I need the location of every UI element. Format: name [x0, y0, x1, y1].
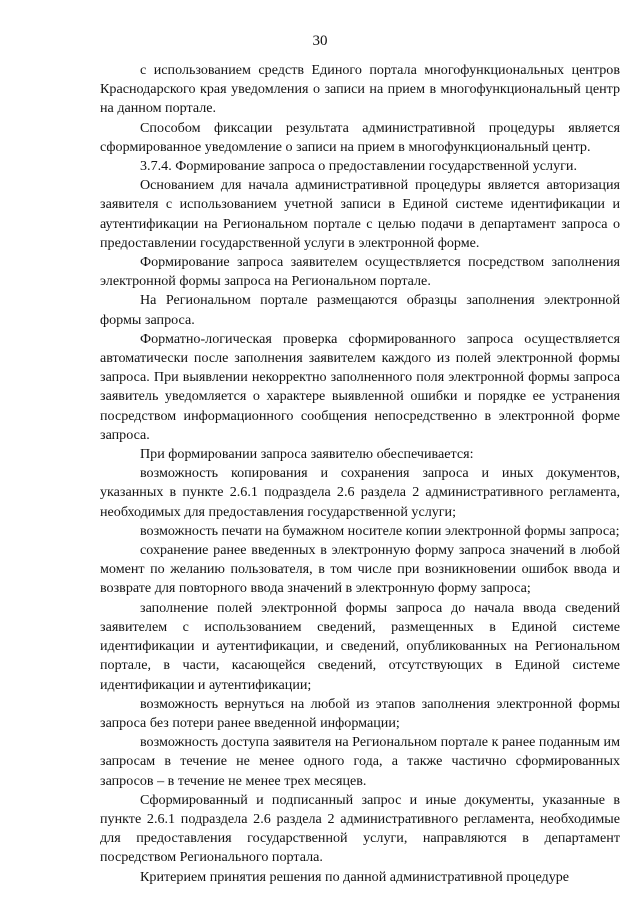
list-item: возможность доступа заявителя на Региональном портале к ранее поданным им запросам в течение не менее одного года, а также частично сформированных запросов – в течение не менее трех месяцев. — [100, 734, 620, 789]
document-body — [100, 61, 620, 887]
paragraph: Критерием принятия решения по данной административной процедуре — [140, 868, 570, 885]
paragraph: Форматно-логическая проверка сформированного запроса осуществляется автоматически после заполнения заявителем каждого из полей электронной формы запроса. При выявлении некорректно заполненного поля электронной формы запроса заявитель уведомляется о характере выявленной ошибки и порядке ее устранения посредством информационного сообщения непосредственно в электронной форме запроса. — [100, 330, 620, 443]
list-item: сохранение ранее введенных в электронную форму запроса значений в любой момент по желанию пользователя, в том числе при возникновении ошибок ввода и возврате для повторного ввода значений в электронную форму запроса; — [100, 542, 620, 597]
list-item: заполнение полей электронной формы запроса до начала ввода сведений заявителем с использованием сведений, размещенных в Единой системе идентификации и аутентификации, и сведений, опубликованных на Региональном портале, в части, касающейся сведений, отсутствующих в Единой системе идентификации и аутентификации; — [100, 599, 620, 693]
list-item: возможность печати на бумажном носителе копии электронной формы запроса; — [140, 522, 620, 539]
paragraph: Способом фиксации результата административной процедуры является сформированное уведомление о записи на прием в многофункциональный центр. — [100, 119, 620, 155]
paragraph: На Региональном портале размещаются образцы заполнения электронной формы запроса. — [100, 292, 620, 328]
section-heading: 3.7.4. Формирование запроса о предоставлении государственной услуги. — [140, 158, 577, 175]
list-item: возможность вернуться на любой из этапов заполнения электронной формы запроса без потери ранее введенной информации; — [100, 695, 620, 731]
list-item: возможность копирования и сохранения запроса и иных документов, указанных в пункте 2.6.1 подраздела 2.6 раздела 2 административного регламента, необходимых для предоставления государственной услуги; — [100, 465, 620, 520]
paragraph: Формирование запроса заявителем осуществляется посредством заполнения электронной формы запроса на Региональном портале. — [100, 254, 620, 290]
paragraph: с использованием средств Единого портала многофункциональных центров Краснодарского края уведомления о записи на прием в многофункциональный центр на данном портале. — [100, 62, 620, 117]
page-number: 30 — [312, 33, 328, 49]
paragraph: При формировании запроса заявителю обеспечивается: — [140, 446, 474, 463]
paragraph: Сформированный и подписанный запрос и иные документы, указанные в пункте 2.6.1 подраздела 2.6 раздела 2 административного регламента, необходимые для предоставления государственной услуги, направляются в департамент посредством Регионального портала. — [100, 791, 620, 866]
paragraph: Основанием для начала административной процедуры является авторизация заявителя с использованием учетной записи в Единой системе идентификации и аутентификации на Региональном портале с целью подачи в департамент запроса о предоставлении государственной услуги в электронной форме. — [100, 177, 620, 251]
